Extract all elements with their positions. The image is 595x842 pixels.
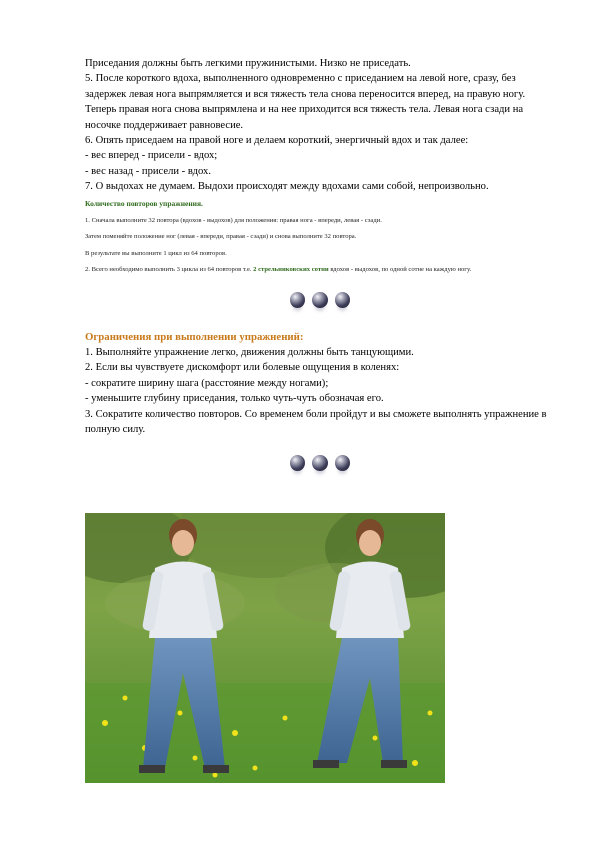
- document-page: [85, 56, 555, 471]
- divider-balls: [290, 292, 350, 308]
- decorative-ball-icon: [312, 455, 327, 471]
- repetitions-heading: Количество повторов упражнения.: [85, 198, 203, 208]
- limitations-heading: Ограничения при выполнении упражнений:: [85, 331, 304, 344]
- repetitions-highlight: 2 стрельниковских сотни: [253, 266, 329, 274]
- repetitions-line: [85, 265, 555, 276]
- decorative-ball-icon: [335, 455, 350, 471]
- limitation-item: 3. Сократите количество повторов. Со временем боли пройдут и вы сможете выполнять упражнение в полную силу.: [85, 408, 547, 436]
- paragraph: 5. После короткого вдоха, выполненного одновременно с приседанием на левой ноге, сразу, без задержек левая нога выпрямляется и вся тяжесть тела снова переносится вперед, на правую ногу.: [85, 73, 526, 100]
- decorative-ball-icon: [290, 292, 305, 308]
- repetitions-line: Затем поменяйте положение ног (левая - впереди, правая - сзади) и снова выполните 32 повтора.: [85, 233, 357, 241]
- decorative-ball-icon: [335, 292, 350, 308]
- paragraph: 6. Опять приседаем на правой ноге и делаем короткий, энергичный вдох и так далее:: [85, 135, 469, 147]
- paragraph: - вес назад - присели - вдох.: [85, 165, 211, 177]
- paragraph: 7. О выдохах не думаем. Выдохи происходят между вдохами сами собой, непроизвольно.: [85, 181, 489, 193]
- repetitions-text: вдохов - выдохов, по одной сотне на каждую ногу.: [330, 266, 472, 274]
- limitation-item: - уменьшите глубину приседания, только чуть-чуть обозначая его.: [85, 393, 384, 405]
- limitation-item: 1. Выполняйте упражнение легко, движения должны быть танцующими.: [85, 347, 414, 359]
- exercise-photo: [85, 513, 445, 783]
- limitation-item: - сократите ширину шага (расстояние между ногами);: [85, 377, 329, 389]
- repetitions-line: В результате вы выполните 1 цикл из 64 повторов.: [85, 249, 227, 257]
- divider-balls: [290, 455, 350, 471]
- paragraph: Теперь правая нога снова выпрямлена и на нее приходится вся тяжесть тела. Левая нога сзади на носочке поддерживает равновесие.: [85, 104, 524, 131]
- exercise-photo-illustration: [85, 513, 445, 783]
- paragraph: - вес вперед - присели - вдох;: [85, 150, 218, 162]
- paragraph: Приседания должны быть легкими пружинистыми. Низко не приседать.: [85, 58, 411, 69]
- decorative-ball-icon: [290, 455, 305, 471]
- limitation-item: 2. Если вы чувствуете дискомфорт или болевые ощущения в коленях:: [85, 362, 400, 374]
- repetitions-line: 1. Сначала выполните 32 повтора (вдохов - выдохов) для положения: правая нога - впереди, левая - сзади.: [85, 216, 382, 224]
- decorative-ball-icon: [312, 292, 327, 308]
- repetitions-text: 2. Всего необходимо выполнить 3 цикла из 64 повторов т.е.: [85, 266, 252, 274]
